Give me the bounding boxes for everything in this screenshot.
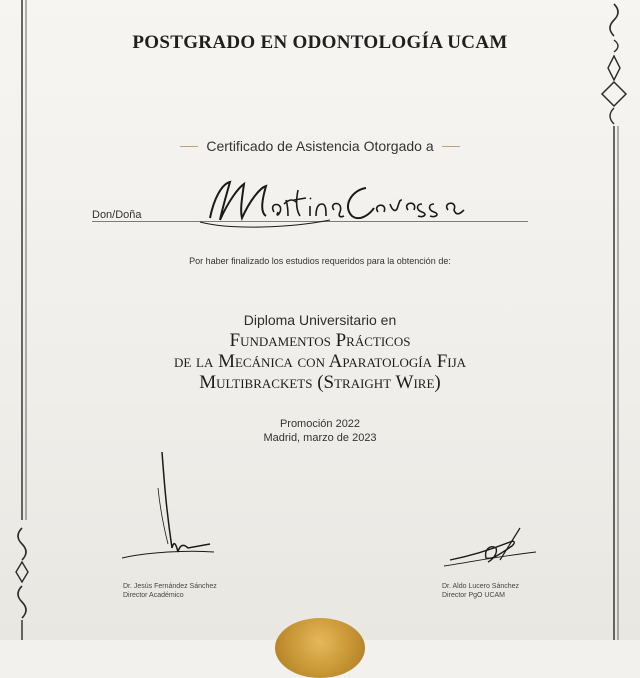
right-signer-role: Director PgO UCAM [442,592,506,599]
left-gold-dash [180,146,198,147]
awarded-to-line [0,138,640,154]
right-director-signature [440,520,540,585]
promotion-year: Promoción 2022 [279,418,361,430]
right-signer-name: Dr. Aldo Lucero Sánchez [442,583,520,590]
don-dona-label: Don/Doña [92,209,142,221]
completion-statement: Por haber finalizado los estudios requeridos para la obtención de: [189,256,451,266]
left-signer-name: Dr. Jesús Fernández Sánchez [123,583,217,590]
program-title-line-1: Fundamentos Prácticos [229,330,411,351]
right-signer-block [442,582,519,600]
left-director-signature [118,448,218,583]
place-and-date: Madrid, marzo de 2023 [263,432,377,444]
diploma-type: Diploma Universitario en [243,312,397,328]
left-signer-role: Director Académico [123,592,184,599]
program-title-line-3: Multibrackets (Straight Wire) [199,372,441,393]
awarded-to-text: Certificado de Asistencia Otorgado a [206,138,434,154]
gold-seal [275,618,365,678]
promotion-block [0,417,640,445]
program-title [0,330,640,393]
institution-title: POSTGRADO EN ODONTOLOGÍA UCAM [132,32,508,53]
program-title-line-2: de la Mecánica con Aparatología Fija [173,351,467,372]
left-signer-block [123,582,217,600]
recipient-handwritten-name [170,170,470,240]
right-gold-dash [442,146,460,147]
